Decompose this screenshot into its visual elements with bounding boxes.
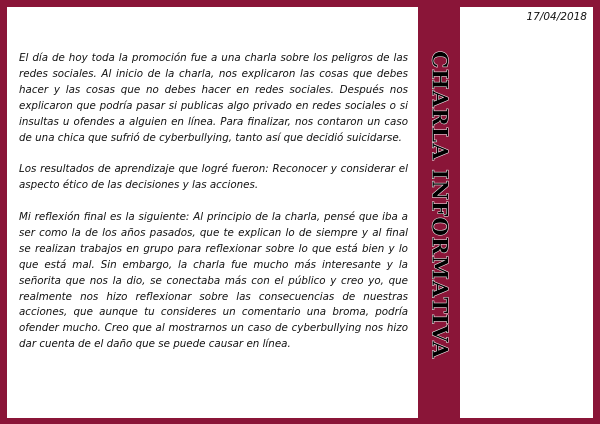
right-page [460,7,593,418]
left-page [7,7,418,418]
spine-title: CHARLA INFORMATIVA [426,51,452,359]
body-text [19,51,408,369]
paragraph-learning-outcomes: Los resultados de aprendizaje que logré fueron: Reconocer y considerar el aspecto ético de las decisiones y las acciones. [19,163,408,192]
paragraph-intro: El día de hoy toda la promoción fue a una charla sobre los peligros de las redes sociales. Al inicio de la charla, nos explicaron las cosas que debes hacer y las cosas que no debes hacer en redes sociales. Después nos explicaron que podría pasar si publicas algo privado en redes sociales o si insultas u ofendes a alguien en línea. Para finalizar, nos contaron un caso de una chica que sufrió de cyberbullying, tanto así que decidió suicidarse. [19,52,408,144]
spine [418,0,460,424]
paragraph-reflection: Mi reflexión final es la siguiente: Al principio de la charla, pensé que iba a ser como la de los años pasados, que te explican lo de siempre y al final se realizan trabajos en grupo para reflexionar sobre lo que está bien y lo que está mal. Sin embargo, la charla fue mucho más interesante y la señorita que nos la dio, se conectaba más con el público y creo yo, que realmente nos hizo reflexionar sobre las consecuencias de nuestras acciones, que aunque tu consideres un comentario una broma, podría ofender mucho. Creo que al mostrarnos un caso de cyberbullying nos hizo dar cuenta de el daño que se puede causar en línea. [19,211,408,351]
date-label: 17/04/2018 [526,11,587,23]
